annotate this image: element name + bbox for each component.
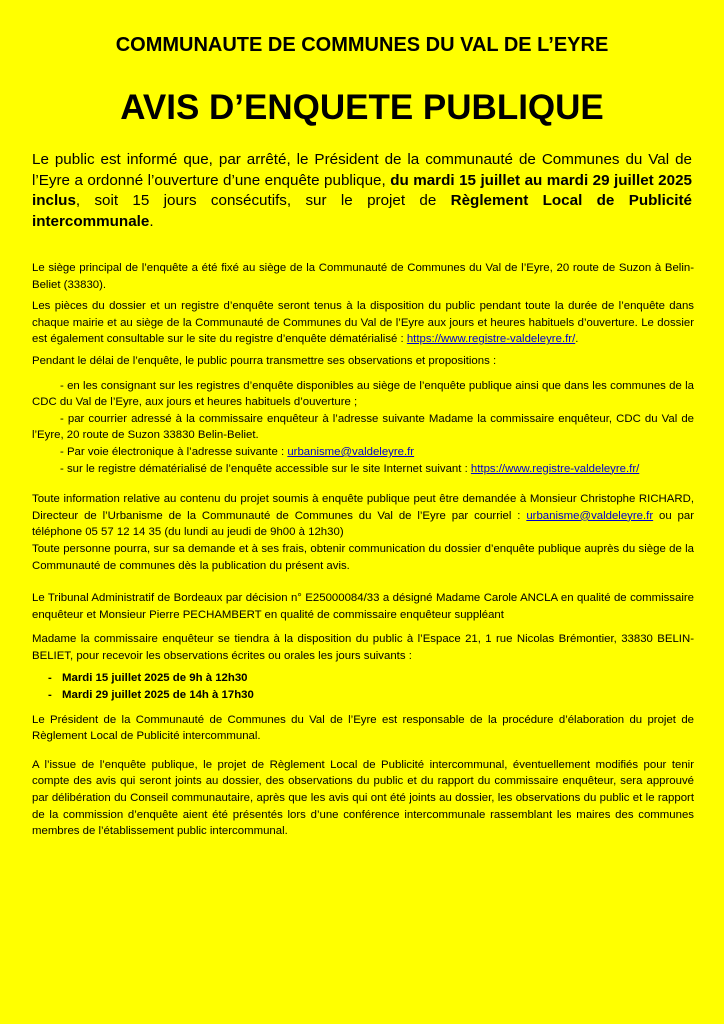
- paragraph-issue: A l’issue de l’enquête publique, le projet de Règlement Local de Publicité intercommunal, éventuellement modifiés pour tenir compte des avis qui seront joints au dossier, des observations du public et du rapport du commissaire enquêteur, sera approuvé par délibération du Conseil communautaire, après que les avis qui ont été joints au dossier, les observations du public et le rapport de la commission d’enquête aient été présentés lors d’une conférence intercommunale rassemblant les maires des communes membres de l’établissement public intercommunal.: [32, 758, 694, 838]
- paragraph-information: [32, 491, 694, 541]
- method-registres: - en les consignant sur les registres d’enquête disponibles au siège de l’enquête publique ainsi que dans les communes de la CDC du Val de l’Eyre, aux jours et heures habituels d’ouverture ;: [32, 379, 694, 409]
- method-electronique: [32, 444, 694, 461]
- intro-dates: du mardi 15 juillet au mardi 29 juillet 2025 inclus: [32, 171, 692, 209]
- registre-link-2[interactable]: https://www.registre-valdeleyre.fr/: [470, 462, 640, 475]
- permanence-dates: [32, 670, 694, 703]
- email-link[interactable]: urbanisme@valdeleyre.fr: [287, 445, 415, 458]
- intro-text-3: .: [149, 212, 154, 230]
- intro-paragraph: [32, 150, 692, 232]
- paragraph-siege: Le siège principal de l’enquête a été fixé au siège de la Communauté de Communes du Val de l’Eyre, 20 route de Suzon à Belin-Beliet (33830).: [32, 262, 694, 291]
- paragraph-responsable: Le Président de la Communauté de Communes du Val de l’Eyre est responsable de la procédure d’élaboration du projet de Règlement Local de Publicité intercommunal.: [32, 713, 694, 743]
- list-item: - Mardi 15 juillet 2025 de 9h à 12h30: [48, 670, 694, 687]
- notice-body: [32, 260, 694, 845]
- dossier-text: Les pièces du dossier et un registre d’enquête seront tenus à la disposition du public pendant toute la durée de l’enquête dans chaque mairie et au siège de la Communauté de Communes du Val de l’Eyre aux jours et heures habituels d’ouverture. Le dossier est également consultable sur le site du registre d’enquête dématérialisé :: [32, 300, 694, 346]
- paragraph-tribunal: Le Tribunal Administratif de Bordeaux par décision n° E25000084/33 a désigné Madame Carole ANCLA en qualité de commissaire enquêteur et Monsieur Pierre PECHAMBERT en qualité de commissaire enquêteur suppléant: [32, 592, 694, 621]
- intro-text-1: Le public est informé que, par arrêté, le Président de la communauté de Communes du Val de l’Eyre a ordonné l’ouverture d’une enquête publique,: [32, 151, 692, 189]
- intro-text-2: , soit 15 jours consécutifs, sur le projet de: [75, 192, 451, 209]
- page-title: AVIS D’ENQUETE PUBLIQUE: [120, 88, 604, 127]
- paragraph-permanences: Madame la commissaire enquêteur se tiendra à la disposition du public à l’Espace 21, 1 rue Nicolas Brémontier, 33830 BELIN-BELIET, pour recevoir les observations écrites ou orales les jours suivants :: [32, 633, 694, 662]
- information-end: ou par téléphone 05 57 12 14 35 (du lundi au jeudi de 9h00 à 12h30): [32, 509, 695, 539]
- paragraph-dossier: [32, 298, 694, 348]
- dematerialise-text: - sur le registre dématérialisé de l’enquête accessible sur le site Internet suivant :: [60, 462, 471, 475]
- electronique-text: - Par voie électronique à l’adresse suivante :: [60, 445, 288, 458]
- dossier-end: .: [575, 333, 579, 346]
- paragraph-communication: Toute personne pourra, sur sa demande et à ses frais, obtenir communication du dossier d’enquête publique auprès du siège de la Communauté de communes dès la publication du présent avis.: [32, 542, 694, 572]
- email-link-2[interactable]: urbanisme@valdeleyre.fr: [526, 509, 654, 522]
- information-text: Toute information relative au contenu du projet soumis à enquête publique peut être demandée à Monsieur Christophe RICHARD, Directeur de l’Urbanisme de la Communauté de Communes du Val de l’Eyre par courriel :: [32, 493, 694, 522]
- method-registre-dematerialise: [32, 461, 694, 478]
- method-courrier: - par courrier adressé à la commissaire enquêteur à l’adresse suivante Madame la commissaire enquêteur, CDC du Val de l’Eyre, 20 route de Suzon 33830 Belin-Beliet.: [32, 412, 694, 442]
- list-item: - Mardi 29 juillet 2025 de 14h à 17h30: [48, 687, 694, 704]
- organization-heading: COMMUNAUTE DE COMMUNES DU VAL DE L’EYRE: [115, 34, 609, 56]
- intro-project: Règlement Local de Publicité intercommunale: [32, 192, 692, 230]
- paragraph-observations: Pendant le délai de l’enquête, le public pourra transmettre ses observations et propositions :: [32, 354, 497, 367]
- registre-link[interactable]: https://www.registre-valdeleyre.fr/: [406, 333, 576, 346]
